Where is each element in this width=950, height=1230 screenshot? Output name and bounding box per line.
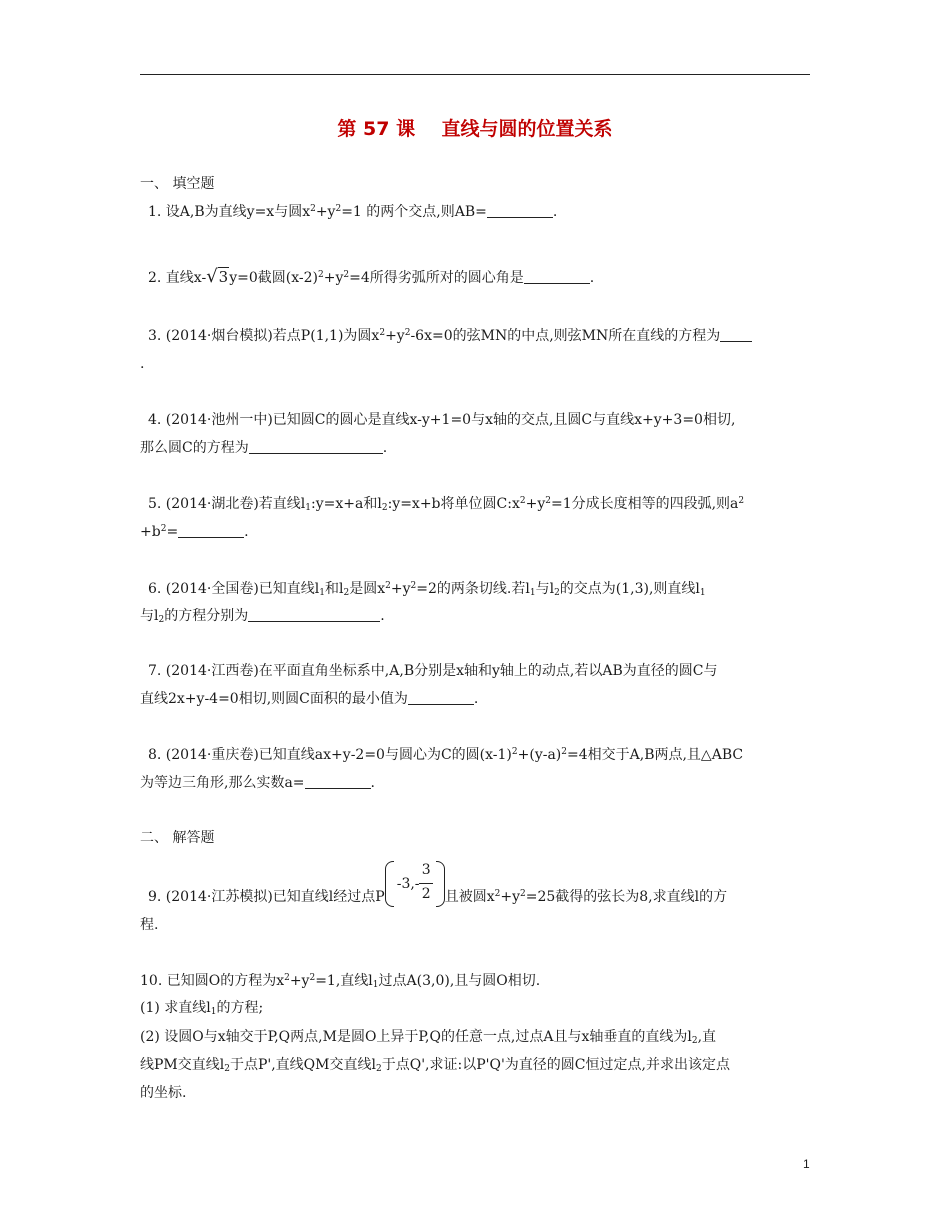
question-6-line-2: 与$l_2$的方程分别为 . — [140, 608, 385, 625]
answer-blank[interactable] — [487, 203, 553, 218]
question-8-line-2: 为等边三角形,那么实数a= . — [140, 775, 375, 791]
page-number: 1 — [803, 1157, 810, 1171]
answer-blank[interactable] — [249, 439, 383, 454]
question-8-line-1: 8. (2014·重庆卷)已知直线ax+y-2=0与圆心为C的圆$(x-1)^2+(y-a)^2=4$相交于A,B两点,且△ABC — [148, 747, 744, 763]
answer-blank[interactable] — [305, 774, 371, 789]
page-title: 第 57 课 直线与圆的位置关系 — [337, 118, 613, 140]
question-1: 1. 设A,B为直线y=x与圆$x^2+y^2=1$ 的两个交点,则AB= . — [148, 204, 558, 220]
answer-blank[interactable] — [178, 523, 244, 538]
question-10-part-2-line-2: 线PM交直线$l_2$于点P',直线QM交直线$l_2$于点Q',求证:以P'Q'为直径的圆C恒过定点,并求出该定点 — [140, 1057, 730, 1074]
question-3: 3. (2014·烟台模拟)若点P(1,1)为圆$x^2+y^2-6x=0$的弦MN的中点,则弦MN所在直线的方程为 — [148, 327, 752, 345]
question-3-cont: . — [140, 356, 145, 372]
question-10-part-2-line-3: 的坐标. — [140, 1085, 187, 1101]
question-4-line-1: 4. (2014·池州一中)已知圆C的圆心是直线x-y+1=0与x轴的交点,且圆C与直线x+y+3=0相切, — [148, 412, 736, 428]
question-6-line-1: 6. (2014·全国卷)已知直线$l_1$和$l_2$是圆$x^2+y^2=2$的两条切线.若$l_1$与$l_2$的交点为(1,3),则直线$l_1$ — [148, 581, 706, 598]
question-2: 2. 直线x-√3y=0截圆$(x-2)^2+y^2=4$所得劣弧所对的圆心角是 . — [148, 266, 595, 287]
question-5-line-1: 5. (2014·湖北卷)若直线$l_1:y=x+a$和$l_2:y=x+b$将单位圆$C:x^2+y^2=1$分成长度相等的四段弧,则$a^2$ — [148, 496, 745, 513]
sqrt-expression: √3 — [206, 266, 229, 287]
header-rule — [140, 74, 810, 75]
point-coordinate: -3,- 3 2 — [385, 861, 445, 907]
question-9-line-1: 9. (2014·江苏模拟)已知直线l经过点P -3,- 3 2 且被圆$x^2+y^2=25$截得的弦长为8,求直线l的方 — [148, 862, 728, 905]
question-10-part-1: (1) 求直线$l_1$的方程; — [140, 1000, 264, 1017]
question-9-line-2: 程. — [140, 917, 159, 933]
question-5-line-2: $+b^2=$ . — [140, 524, 249, 540]
section-heading-fill-in: 一、 填空题 — [140, 176, 215, 192]
answer-blank[interactable] — [248, 607, 380, 622]
answer-blank[interactable] — [408, 690, 474, 705]
answer-blank[interactable] — [524, 269, 590, 284]
question-10-part-2-line-1: (2) 设圆O与x轴交于P,Q两点,M是圆O上异于P,Q的任意一点,过点A且与x轴垂直的直线为$l_2$,直 — [140, 1029, 717, 1046]
question-10-stem: 10. 已知圆O的方程为$x^2+y^2=1$,直线$l_1$过点A(3,0),且与圆O相切. — [140, 973, 541, 990]
question-7-line-2: 直线2x+y-4=0相切,则圆C面积的最小值为 . — [140, 691, 479, 707]
section-heading-solve: 二、 解答题 — [140, 830, 215, 846]
answer-blank[interactable] — [720, 327, 752, 342]
question-4-line-2: 那么圆C的方程为 . — [140, 440, 388, 456]
question-7-line-1: 7. (2014·江西卷)在平面直角坐标系中,A,B分别是x轴和y轴上的动点,若以AB为直径的圆C与 — [148, 663, 718, 679]
